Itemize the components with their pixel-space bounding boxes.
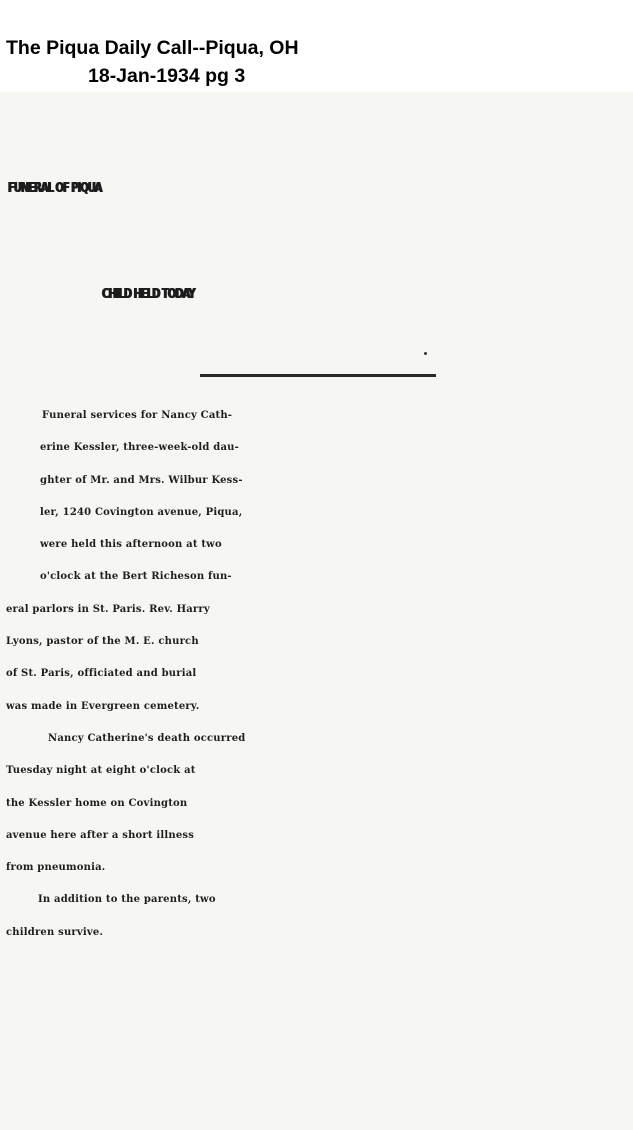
article-line: of St. Paris, officiated and burial bbox=[6, 668, 197, 680]
article-line: Funeral services for Nancy Cath- bbox=[42, 410, 233, 421]
article-line: Tuesday night at eight o'clock at bbox=[6, 765, 196, 777]
rule-dot bbox=[424, 352, 427, 355]
article-line: eral parlors in St. Paris. Rev. Harry bbox=[6, 603, 210, 615]
article-line: erine Kessler, three-week-old dau- bbox=[40, 442, 239, 454]
article-line: avenue here after a short illness bbox=[6, 829, 195, 841]
article-body bbox=[0, 400, 633, 949]
article-paragraph-1 bbox=[0, 400, 633, 723]
article-line: was made in Evergreen cemetery. bbox=[6, 700, 200, 712]
article-line: from pneumonia. bbox=[6, 862, 106, 874]
headline-divider bbox=[200, 374, 436, 377]
article-line: ler, 1240 Covington avenue, Piqua, bbox=[40, 506, 243, 518]
article-line: o'clock at the Bert Richeson fun- bbox=[40, 571, 232, 583]
article-line: the Kessler home on Covington bbox=[6, 797, 188, 809]
source-caption bbox=[6, 34, 299, 90]
headline-line-1: FUNERAL OF PIQUA bbox=[8, 181, 102, 197]
source-date: 18-Jan-1934 pg 3 bbox=[88, 65, 246, 87]
article-line: children survive. bbox=[6, 926, 104, 938]
source-publication: The Piqua Daily Call--Piqua, OH bbox=[6, 37, 299, 59]
article-line: In addition to the parents, two bbox=[38, 894, 216, 906]
article-line: were held this afternoon at two bbox=[40, 539, 222, 551]
article-paragraph-2 bbox=[0, 723, 633, 884]
article-line: Lyons, pastor of the M. E. church bbox=[6, 636, 199, 648]
article-line: Nancy Catherine's death occurred bbox=[48, 732, 246, 744]
article-line: ghter of Mr. and Mrs. Wilbur Kess- bbox=[40, 474, 243, 486]
article-paragraph-3 bbox=[0, 884, 633, 949]
headline-line-2: CHILD HELD TODAY bbox=[102, 287, 195, 303]
